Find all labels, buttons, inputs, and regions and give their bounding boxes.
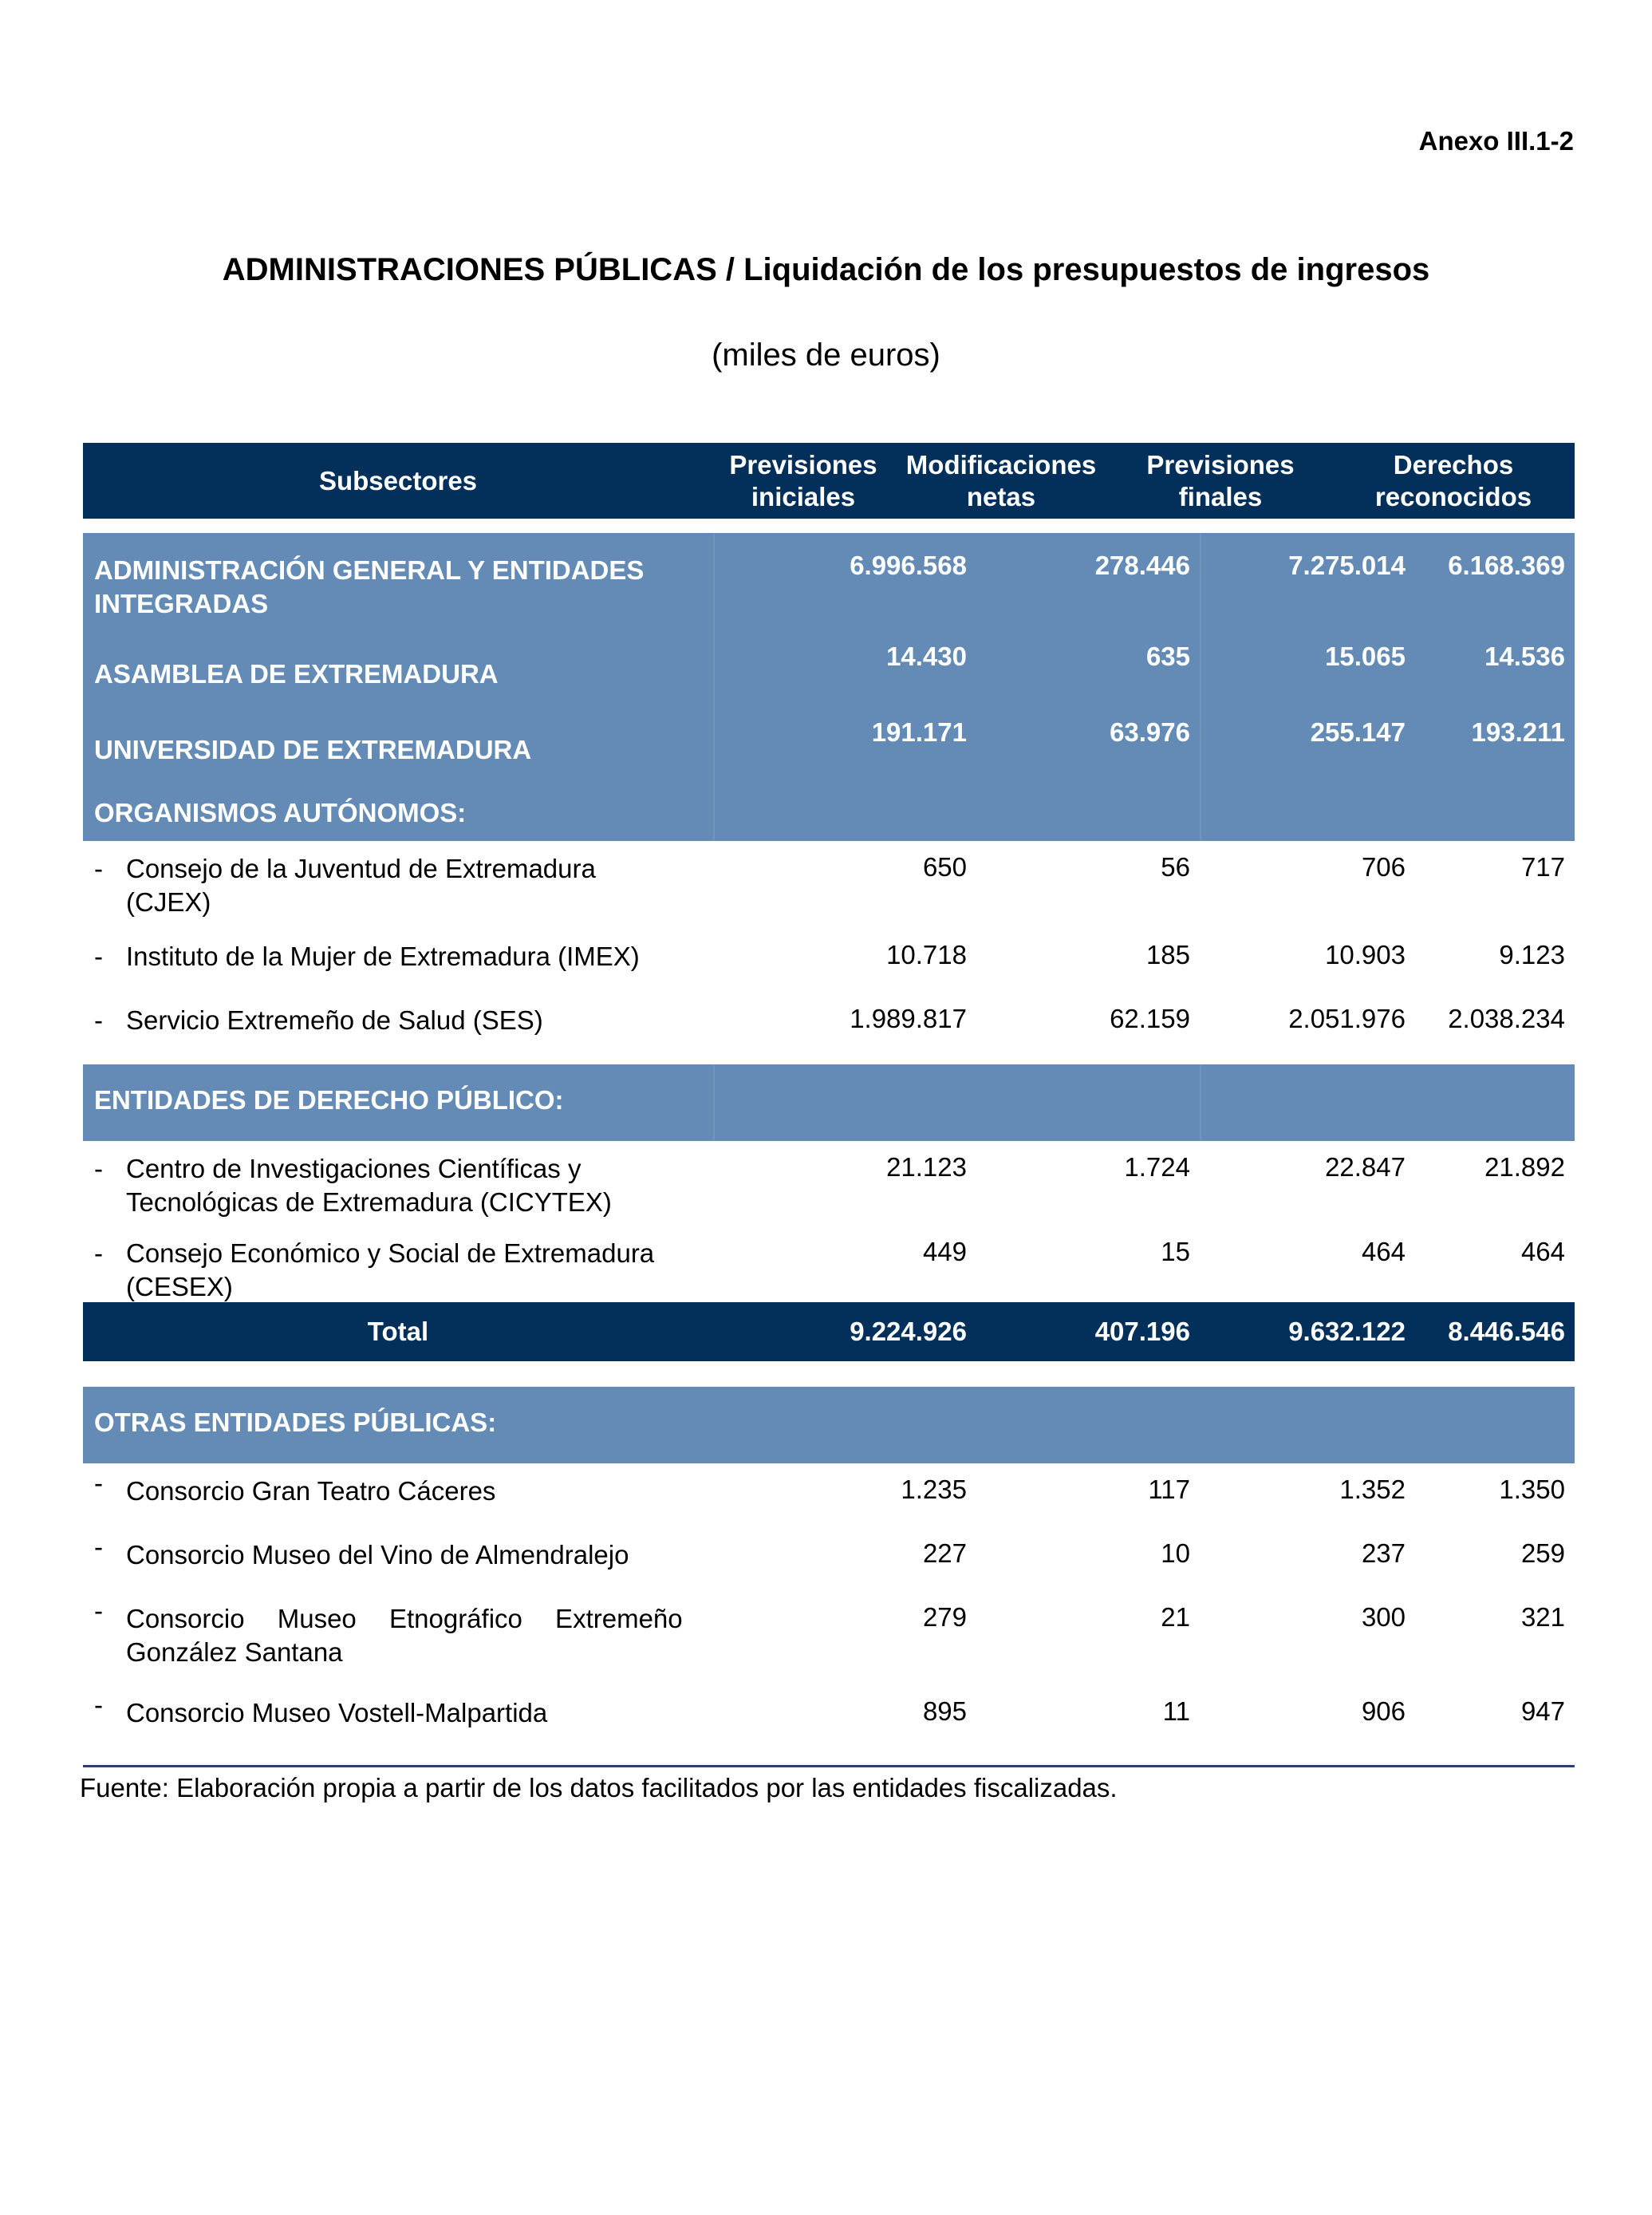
total-value: 8.446.546 xyxy=(1448,1317,1565,1346)
value-cell: 22.847 xyxy=(1325,1152,1406,1182)
value-cell: 279 xyxy=(922,1602,967,1632)
section-label: OTRAS ENTIDADES PÚBLICAS: xyxy=(94,1408,497,1437)
value-cell: 650 xyxy=(922,852,967,882)
table-row xyxy=(83,1591,1575,1685)
value-cell: 21.892 xyxy=(1484,1152,1565,1182)
value-cell: 1.235 xyxy=(901,1475,967,1504)
row-label: - Consorcio Gran Teatro Cáceres xyxy=(94,1468,496,1506)
value-cell: 2.038.234 xyxy=(1448,1004,1565,1033)
header-derechos-reconocidos: Derechos reconocidos xyxy=(1374,449,1532,511)
value-cell: 63.976 xyxy=(1110,717,1190,747)
table-row xyxy=(83,635,1575,711)
value-cell: 237 xyxy=(1361,1538,1406,1568)
table-row xyxy=(83,1463,1575,1527)
section-label: ENTIDADES DE DERECHO PÚBLICO: xyxy=(94,1085,564,1115)
total-row xyxy=(83,1302,1575,1361)
value-cell: 15.065 xyxy=(1325,642,1406,671)
table-row xyxy=(83,841,1575,929)
value-cell: 895 xyxy=(922,1696,967,1726)
section-header-entidades xyxy=(83,1064,1575,1141)
section-header-otras xyxy=(83,1387,1575,1463)
value-cell: 1.352 xyxy=(1339,1475,1406,1504)
value-cell: 947 xyxy=(1520,1696,1565,1726)
row-label: - Servicio Extremeño de Salud (SES) xyxy=(94,1005,543,1035)
total-value: 9.224.926 xyxy=(850,1317,967,1346)
value-cell: 6.168.369 xyxy=(1448,551,1565,580)
table-header xyxy=(83,443,1575,519)
value-cell: 11 xyxy=(1162,1696,1190,1726)
row-label: ADMINISTRACIÓN GENERAL Y ENTIDADES INTEGRADAS xyxy=(94,555,645,618)
value-cell: 255.147 xyxy=(1310,717,1406,747)
value-cell: 14.430 xyxy=(886,642,967,671)
total-label: Total xyxy=(367,1317,429,1346)
table-bottom-rule xyxy=(83,1765,1575,1767)
total-value: 407.196 xyxy=(1094,1317,1190,1346)
value-cell: 300 xyxy=(1361,1602,1406,1632)
row-label: - Consejo de la Juventud de Extremadura (CJEX) xyxy=(94,854,596,917)
value-cell: 717 xyxy=(1520,852,1565,882)
value-cell: 62.159 xyxy=(1110,1004,1190,1033)
row-label: - Centro de Investigaciones Científicas y Tecnológicas de Extremadura (CICYTEX) xyxy=(94,1154,612,1217)
value-cell: 635 xyxy=(1145,642,1190,671)
table-row xyxy=(83,1141,1575,1226)
table-row xyxy=(83,1226,1575,1305)
table-row xyxy=(83,533,1575,635)
row-label: - Consorcio Museo Vostell-Malpartida xyxy=(94,1690,548,1727)
value-cell: 21.123 xyxy=(886,1152,967,1182)
value-cell: 6.996.568 xyxy=(850,551,967,580)
value-cell: 15 xyxy=(1161,1237,1190,1266)
row-label: - Instituto de la Mujer de Extremadura (IMEX) xyxy=(94,942,640,971)
row-label: UNIVERSIDAD DE EXTREMADURA xyxy=(94,735,532,764)
header-subsectores: Subsectores xyxy=(318,465,478,496)
value-cell: 464 xyxy=(1361,1237,1406,1266)
value-cell: 464 xyxy=(1520,1237,1565,1266)
value-cell: 10.903 xyxy=(1325,940,1406,969)
row-label: - Consorcio Museo Etnográfico Extremeño González Santana xyxy=(94,1596,683,1667)
value-cell: 21 xyxy=(1161,1602,1190,1632)
row-label: - Consorcio Museo del Vino de Almendralejo xyxy=(94,1532,629,1569)
value-cell: 278.446 xyxy=(1094,551,1190,580)
row-label: ASAMBLEA DE EXTREMADURA xyxy=(94,659,499,689)
value-cell: 2.051.976 xyxy=(1288,1004,1406,1033)
table-row xyxy=(83,1527,1575,1591)
value-cell: 56 xyxy=(1161,852,1190,882)
value-cell: 9.123 xyxy=(1499,940,1565,969)
value-cell: 10.718 xyxy=(886,940,967,969)
value-cell: 7.275.014 xyxy=(1288,551,1406,580)
page-title: ADMINISTRACIONES PÚBLICAS / Liquidación de los presupuestos de ingresos xyxy=(222,252,1430,287)
section-header-organismos xyxy=(83,787,1575,841)
value-cell: 259 xyxy=(1520,1538,1565,1568)
value-cell: 117 xyxy=(1148,1475,1190,1504)
value-cell: 1.724 xyxy=(1124,1152,1190,1182)
header-previsiones-iniciales: Previsiones iniciales xyxy=(729,449,877,511)
value-cell: 1.989.817 xyxy=(850,1004,967,1033)
table-row xyxy=(83,1685,1575,1749)
value-cell: 10 xyxy=(1161,1538,1190,1568)
table-row xyxy=(83,929,1575,993)
section-label: ORGANISMOS AUTÓNOMOS: xyxy=(94,798,467,827)
value-cell: 191.171 xyxy=(871,717,967,747)
value-cell: 227 xyxy=(922,1538,967,1568)
annex-label: Anexo III.1-2 xyxy=(1418,126,1574,156)
value-cell: 906 xyxy=(1361,1696,1406,1726)
table-row xyxy=(83,993,1575,1056)
value-cell: 321 xyxy=(1520,1602,1565,1632)
source-footnote: Fuente: Elaboración propia a partir de los datos facilitados por las entidades fiscalizadas. xyxy=(80,1773,1118,1802)
value-cell: 14.536 xyxy=(1484,642,1565,671)
header-modificaciones-netas: Modificaciones netas xyxy=(905,449,1097,511)
value-cell: 193.211 xyxy=(1471,717,1565,747)
table-row xyxy=(83,711,1575,787)
value-cell: 706 xyxy=(1361,852,1406,882)
value-cell: 1.350 xyxy=(1499,1475,1565,1504)
header-previsiones-finales: Previsiones finales xyxy=(1146,449,1295,511)
page-subtitle: (miles de euros) xyxy=(712,338,940,373)
row-label: - Consejo Económico y Social de Extremadura (CESEX) xyxy=(94,1238,655,1301)
value-cell: 185 xyxy=(1145,940,1190,969)
total-value: 9.632.122 xyxy=(1288,1317,1406,1346)
value-cell: 449 xyxy=(922,1237,967,1266)
